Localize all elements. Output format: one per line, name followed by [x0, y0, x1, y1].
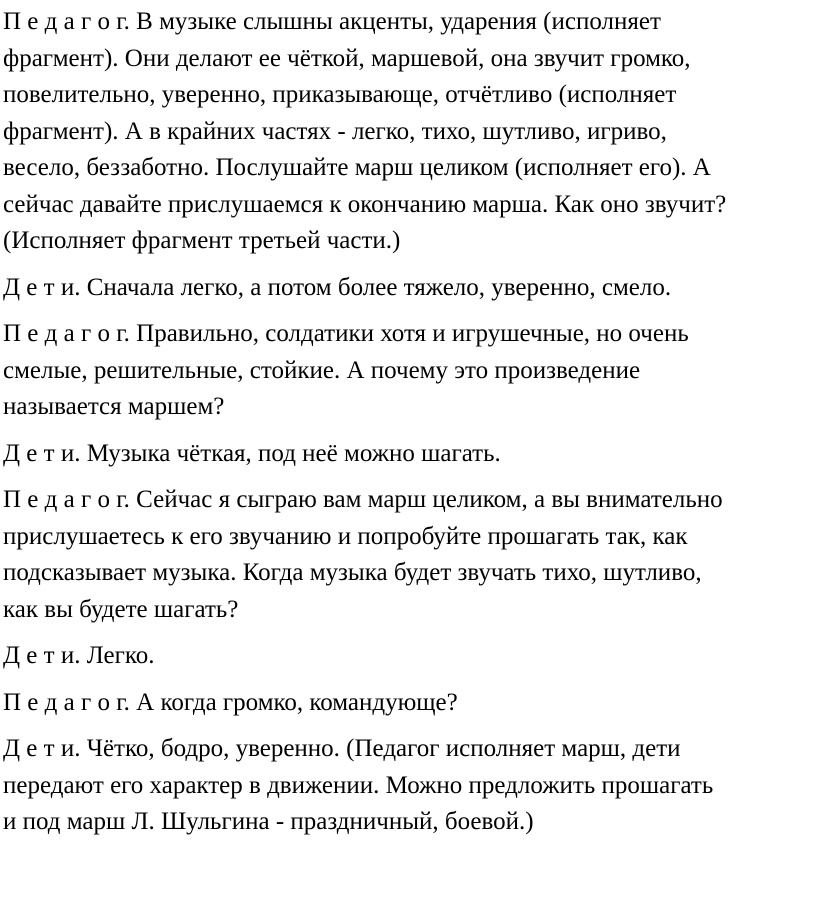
text-line: смелые, решительные, стойкие. А почему это произведение [3, 356, 641, 384]
text-line: П е д а г о г. А когда громко, командующе? [3, 688, 458, 716]
paragraph-teacher-3 [3, 482, 813, 628]
text-line: и под марш Л. Шульгина - праздничный, боевой.) [3, 808, 534, 835]
text-line: П е д а г о г. Сейчас я сыграю вам марш целиком, а вы внимательно [3, 486, 723, 513]
text-line: повелительно, уверенно, приказывающе, отчётливо (исполняет [3, 81, 677, 108]
text-line: как вы будете шагать? [3, 595, 239, 623]
text-line: Д е т и. Легко. [3, 642, 155, 669]
document-page [3, 4, 813, 851]
text-line: весело, беззаботно. Послушайте марш целиком (исполняет его). А [3, 154, 711, 181]
text-line: Д е т и. Сначала легко, а потом более тяжело, уверенно, смело. [3, 273, 672, 301]
text-line: фрагмент). Они делают ее чёткой, маршевой, она звучит громко, [3, 44, 691, 72]
paragraph-teacher-2 [3, 316, 813, 426]
paragraph-teacher-1 [3, 4, 813, 260]
text-line: П е д а г о г. Правильно, солдатики хотя и игрушечные, но очень [3, 320, 689, 347]
paragraph-children-3 [3, 638, 813, 675]
paragraph-teacher-4 [3, 685, 813, 722]
text-line: Д е т и. Чётко, бодро, уверенно. (Педагог исполняет марш, дети [3, 735, 681, 762]
text-line: называется маршем? [3, 393, 225, 420]
text-line: (Исполняет фрагмент третьей части.) [3, 227, 401, 254]
text-line: П е д а г о г. В музыке слышны акценты, ударения (исполняет [3, 8, 661, 35]
text-line: Д е т и. Музыка чёткая, под неё можно шагать. [3, 439, 501, 467]
text-line: сейчас давайте прислушаемся к окончанию марша. Как оно звучит? [3, 190, 727, 218]
text-line: фрагмент). А в крайних частях - легко, тихо, шутливо, игриво, [3, 117, 667, 145]
text-line: передают его характер в движении. Можно предложить прошагать [3, 771, 714, 799]
paragraph-children-4 [3, 731, 813, 841]
text-line: подсказывает музыка. Когда музыка будет звучать тихо, шутливо, [3, 559, 702, 586]
paragraph-children-1 [3, 270, 813, 307]
text-line: прислушаетесь к его звучанию и попробуйте прошагать так, как [3, 522, 688, 550]
paragraph-children-2 [3, 436, 813, 473]
